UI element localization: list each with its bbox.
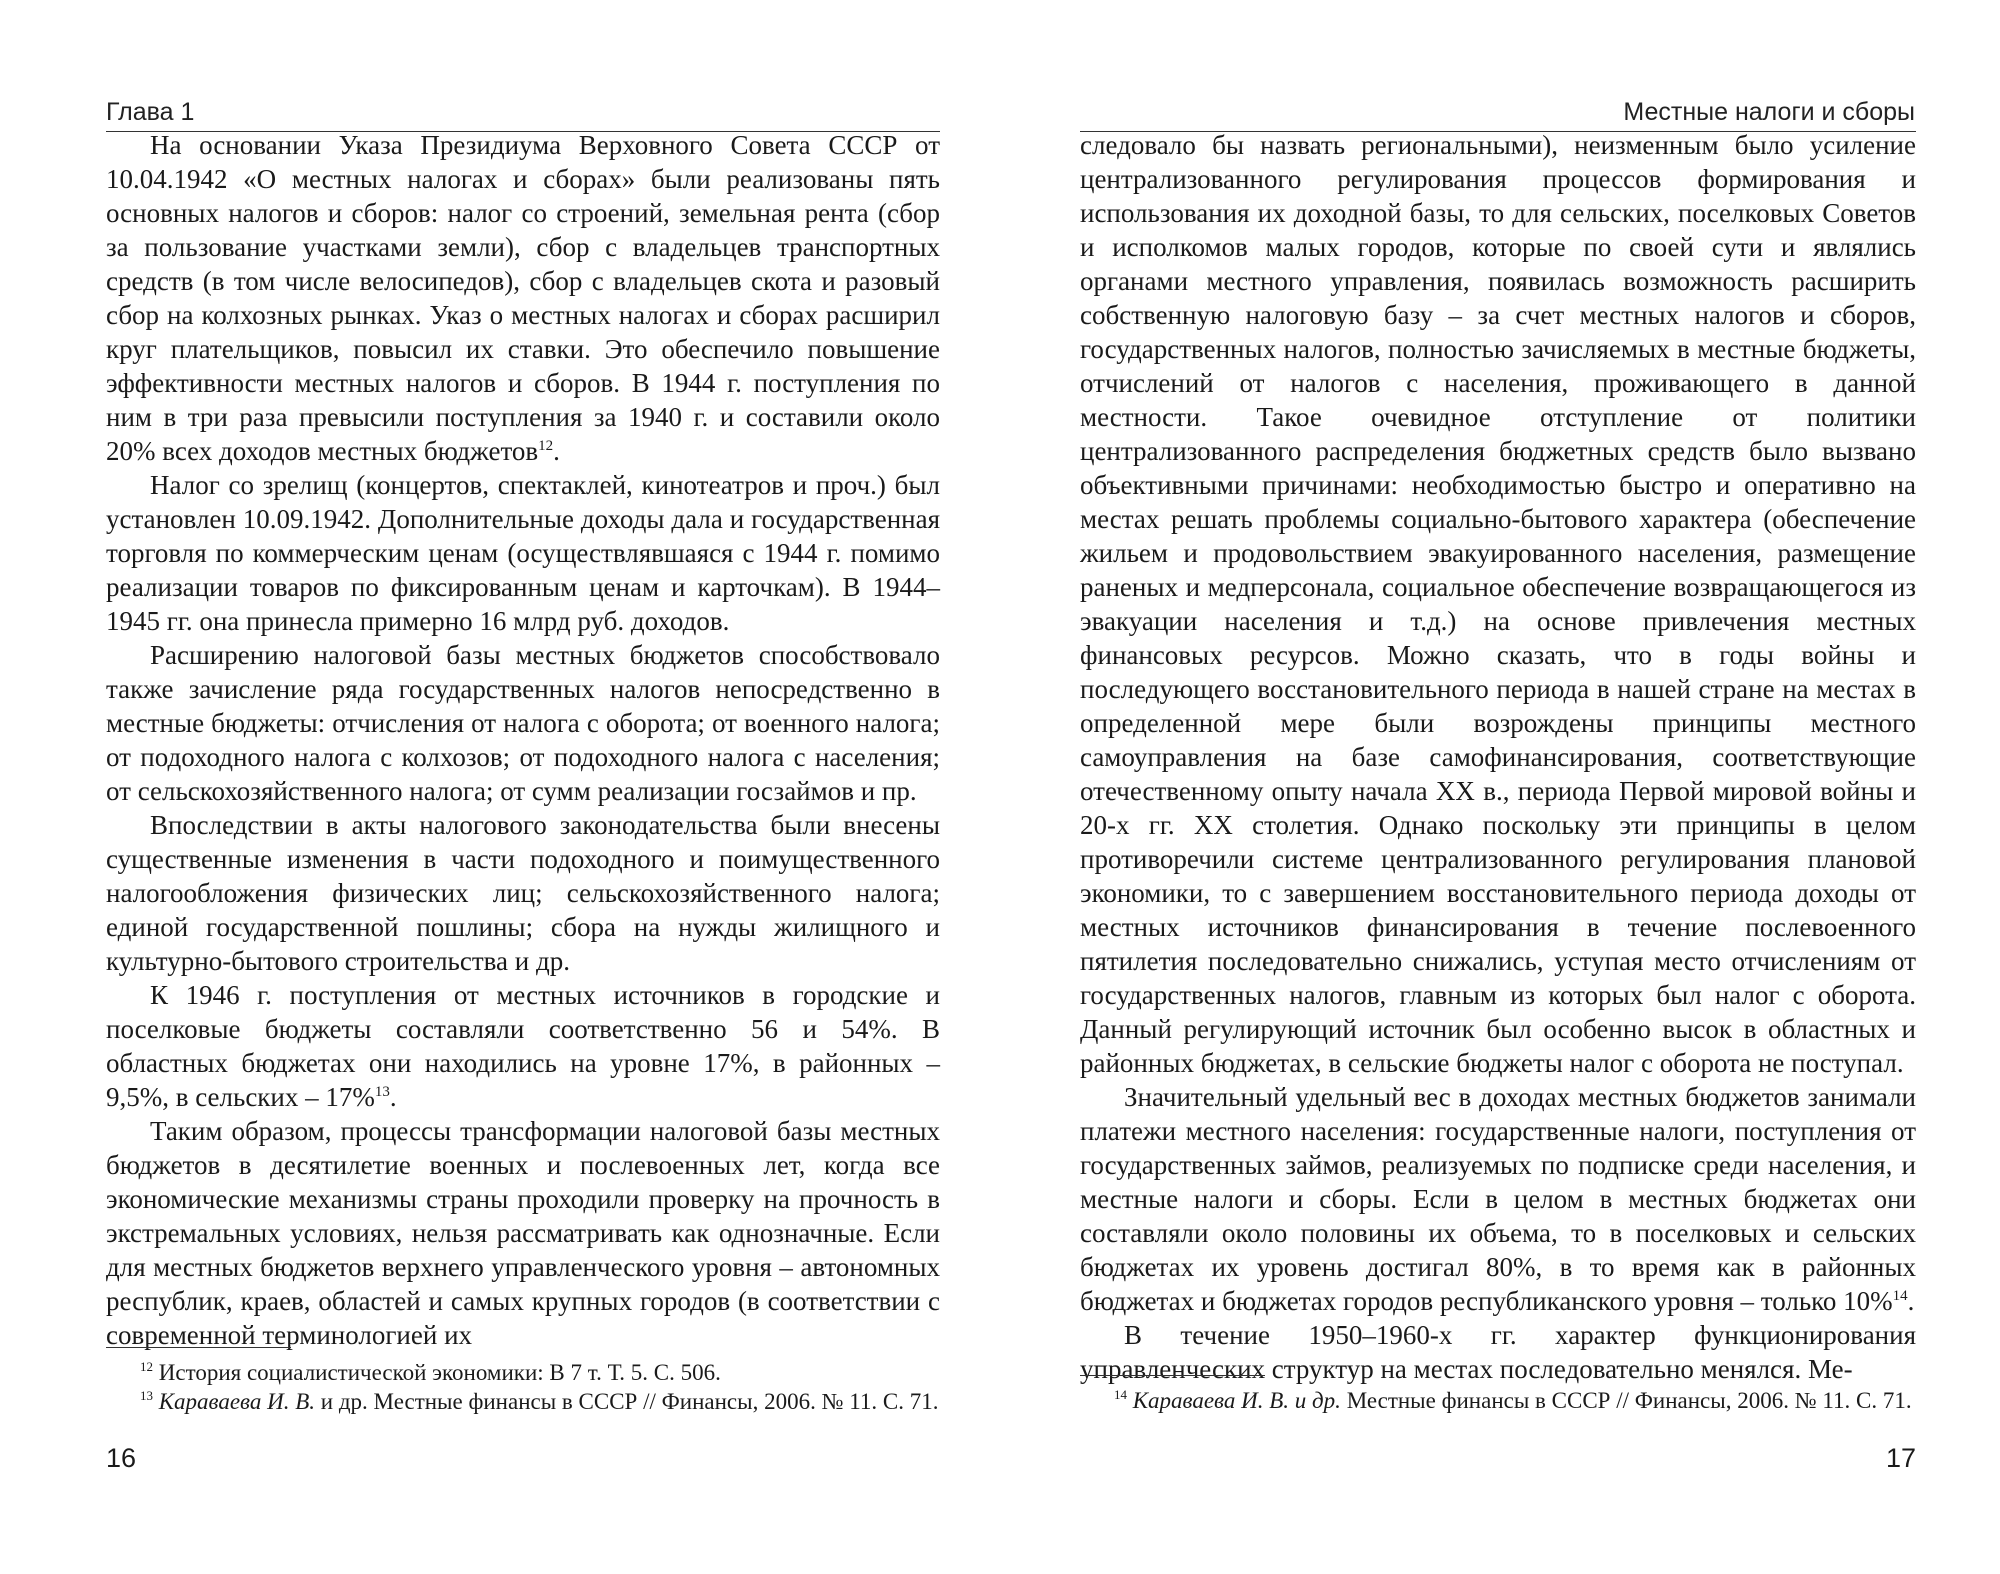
right-page xyxy=(1000,0,2000,1574)
footnote: $^{14}$ Караваева И. В. и др. Местные финансы в СССР // Финансы, 2006. № 11. С. 71. xyxy=(1114,1387,1912,1413)
paragraph: Таким образом, процессы трансформации налоговой базы местных бюджетов в десятилетие военных и послевоенных лет, когда все экономические механизмы страны проходили проверку на прочность в экстремальных условиях, нельзя рассматривать как однозначные. Если для местных бюджетов верхнего управленческого уровня – автономных республик, краев, областей и самых крупных городов (в соответствии с современной терминологией их xyxy=(106,1116,940,1350)
footnote-ref: 12 xyxy=(538,438,554,454)
footnote-ref: 14 xyxy=(1892,1288,1908,1304)
paragraph: Впоследствии в акты налогового законодательства были внесены существенные изменения в части подоходного и поимущественного налогообложения физических лиц; сельскохозяйственного налога; единой государственной пошлины; сбора на нужды жилищного и культурно-бытового строительства и др. xyxy=(106,810,940,976)
page-number-left: 16 xyxy=(106,1443,137,1473)
footnote-ref: 13 xyxy=(374,1084,390,1100)
paragraph: В течение 1950–1960-х гг. характер функционирования управленческих структур на местах последовательно менялся. Ме- xyxy=(1080,1320,1916,1384)
running-head-right: Местные налоги и сборы xyxy=(1623,98,1915,126)
paragraph: следовало бы назвать региональными), неизменным было усиление централизованного регулирования процессов формирования и использования их доходной базы, то для сельских, поселковых Советов и исполкомов малых городов, которые по своей сути и являлись органами местного управления, появилась возможность расширить собственную налоговую базу – за счет местных налогов и сборов, государственных налогов, полностью зачисляемых в местные бюджеты, отчислений от налогов с населения, проживающего в данной местности. Такое очевидное отступление от политики централизованного распределения бюджетных средств было вызвано объективными причинами: необходимостью быстро и оперативно на местах решать проблемы социально-бытового характера (обеспечение жильем и продовольствием эвакуированного населения, размещение раненых и медперсонала, социальное обеспечение возвращающегося из эвакуации населения и т.д.) на основе привлечения местных финансовых ресурсов. Можно сказать, что в годы войны и последующего восстановительного периода в нашей стране на местах в определенной мере были возрождены принципы местного самоуправления на базе самофинансирования, соответствующие отечественному опыту начала XX в., периода Первой мировой войны и 20-х гг. XX столетия. Однако поскольку эти принципы в целом противоречили системе централизованного регулирования плановой экономики, то с завершением восстановительного периода доходы от местных источников финансирования в течение послевоенного пятилетия последовательно снижались, уступая место отчислениям от государственных налогов, главным из которых был налог с оборота. Данный регулирующий источник был особенно высок в областных и районных бюджетах, в сельские бюджеты налог с оборота не поступал. xyxy=(1080,130,1916,1078)
paragraph: На основании Указа Президиума Верховного Совета СССР от 10.04.1942 «О местных налогах и сборах» были реализованы пять основных налогов и сборов: налог со строений, земельная рента (сбор за пользование участками земли), сбор с владельцев транспортных средств (в том числе велосипедов), сбор с владельцев скота и разовый сбор на колхозных рынках. Указ о местных налогах и сборах расширил круг плательщиков, повысил их ставки. Это обеспечило повышение эффективности местных налогов и сборов. В 1944 г. поступления по ним в три раза превысили поступления за 1940 г. и составили около 20% всех доходов местных бюджетов$^{12}$. xyxy=(106,130,940,466)
footnote: $^{12}$ История социалистической экономики: В 7 т. Т. 5. С. 506. xyxy=(140,1359,721,1385)
running-head-left: Глава 1 xyxy=(106,98,195,126)
footnote-rule-right xyxy=(1080,1375,1265,1376)
footnote-rule-left xyxy=(106,1347,291,1348)
paragraph: К 1946 г. поступления от местных источников в городские и поселковые бюджеты составляли соответственно 56 и 54%. В областных бюджетах они находились на уровне 17%, в районных – 9,5%, в сельских – 17%$^{13}$. xyxy=(106,980,940,1112)
page-number-right: 17 xyxy=(1885,1443,1916,1473)
footnotes-right xyxy=(1080,1386,1916,1415)
body-text-right xyxy=(1080,128,1916,1386)
paragraph: Налог со зрелищ (концертов, спектаклей, кинотеатров и проч.) был установлен 10.09.1942. Дополнительные доходы дала и государственная торговля по коммерческим ценам (осуществлявшаяся с 1944 г. помимо реализации товаров по фиксированным ценам и карточкам). В 1944–1945 гг. она принесла примерно 16 млрд руб. доходов. xyxy=(106,470,940,636)
paragraph: Расширению налоговой базы местных бюджетов способствовало также зачисление ряда государственных налогов непосредственно в местные бюджеты: отчисления от налога с оборота; от военного налога; от подоходного налога с колхозов; от подоходного налога с населения; от сельскохозяйственного налога; от сумм реализации госзаймов и пр. xyxy=(106,640,940,806)
paragraph: Значительный удельный вес в доходах местных бюджетов занимали платежи местного населения: государственные налоги, поступления от государственных займов, реализуемых по подписке среди населения, и местные налоги и сборы. Если в целом в местных бюджетах они составляли около половины их объема, то в поселковых и сельских бюджетах их уровень достигал 80%, в то время как в районных бюджетах и бюджетах городов республиканского уровня – только 10%$^{14}$. xyxy=(1080,1082,1916,1316)
body-text-left xyxy=(106,128,940,1352)
footnote: $^{13}$ Караваева И. В. и др. Местные финансы в СССР // Финансы, 2006. № 11. С. 71. xyxy=(140,1388,939,1414)
footnotes-left xyxy=(106,1358,940,1416)
